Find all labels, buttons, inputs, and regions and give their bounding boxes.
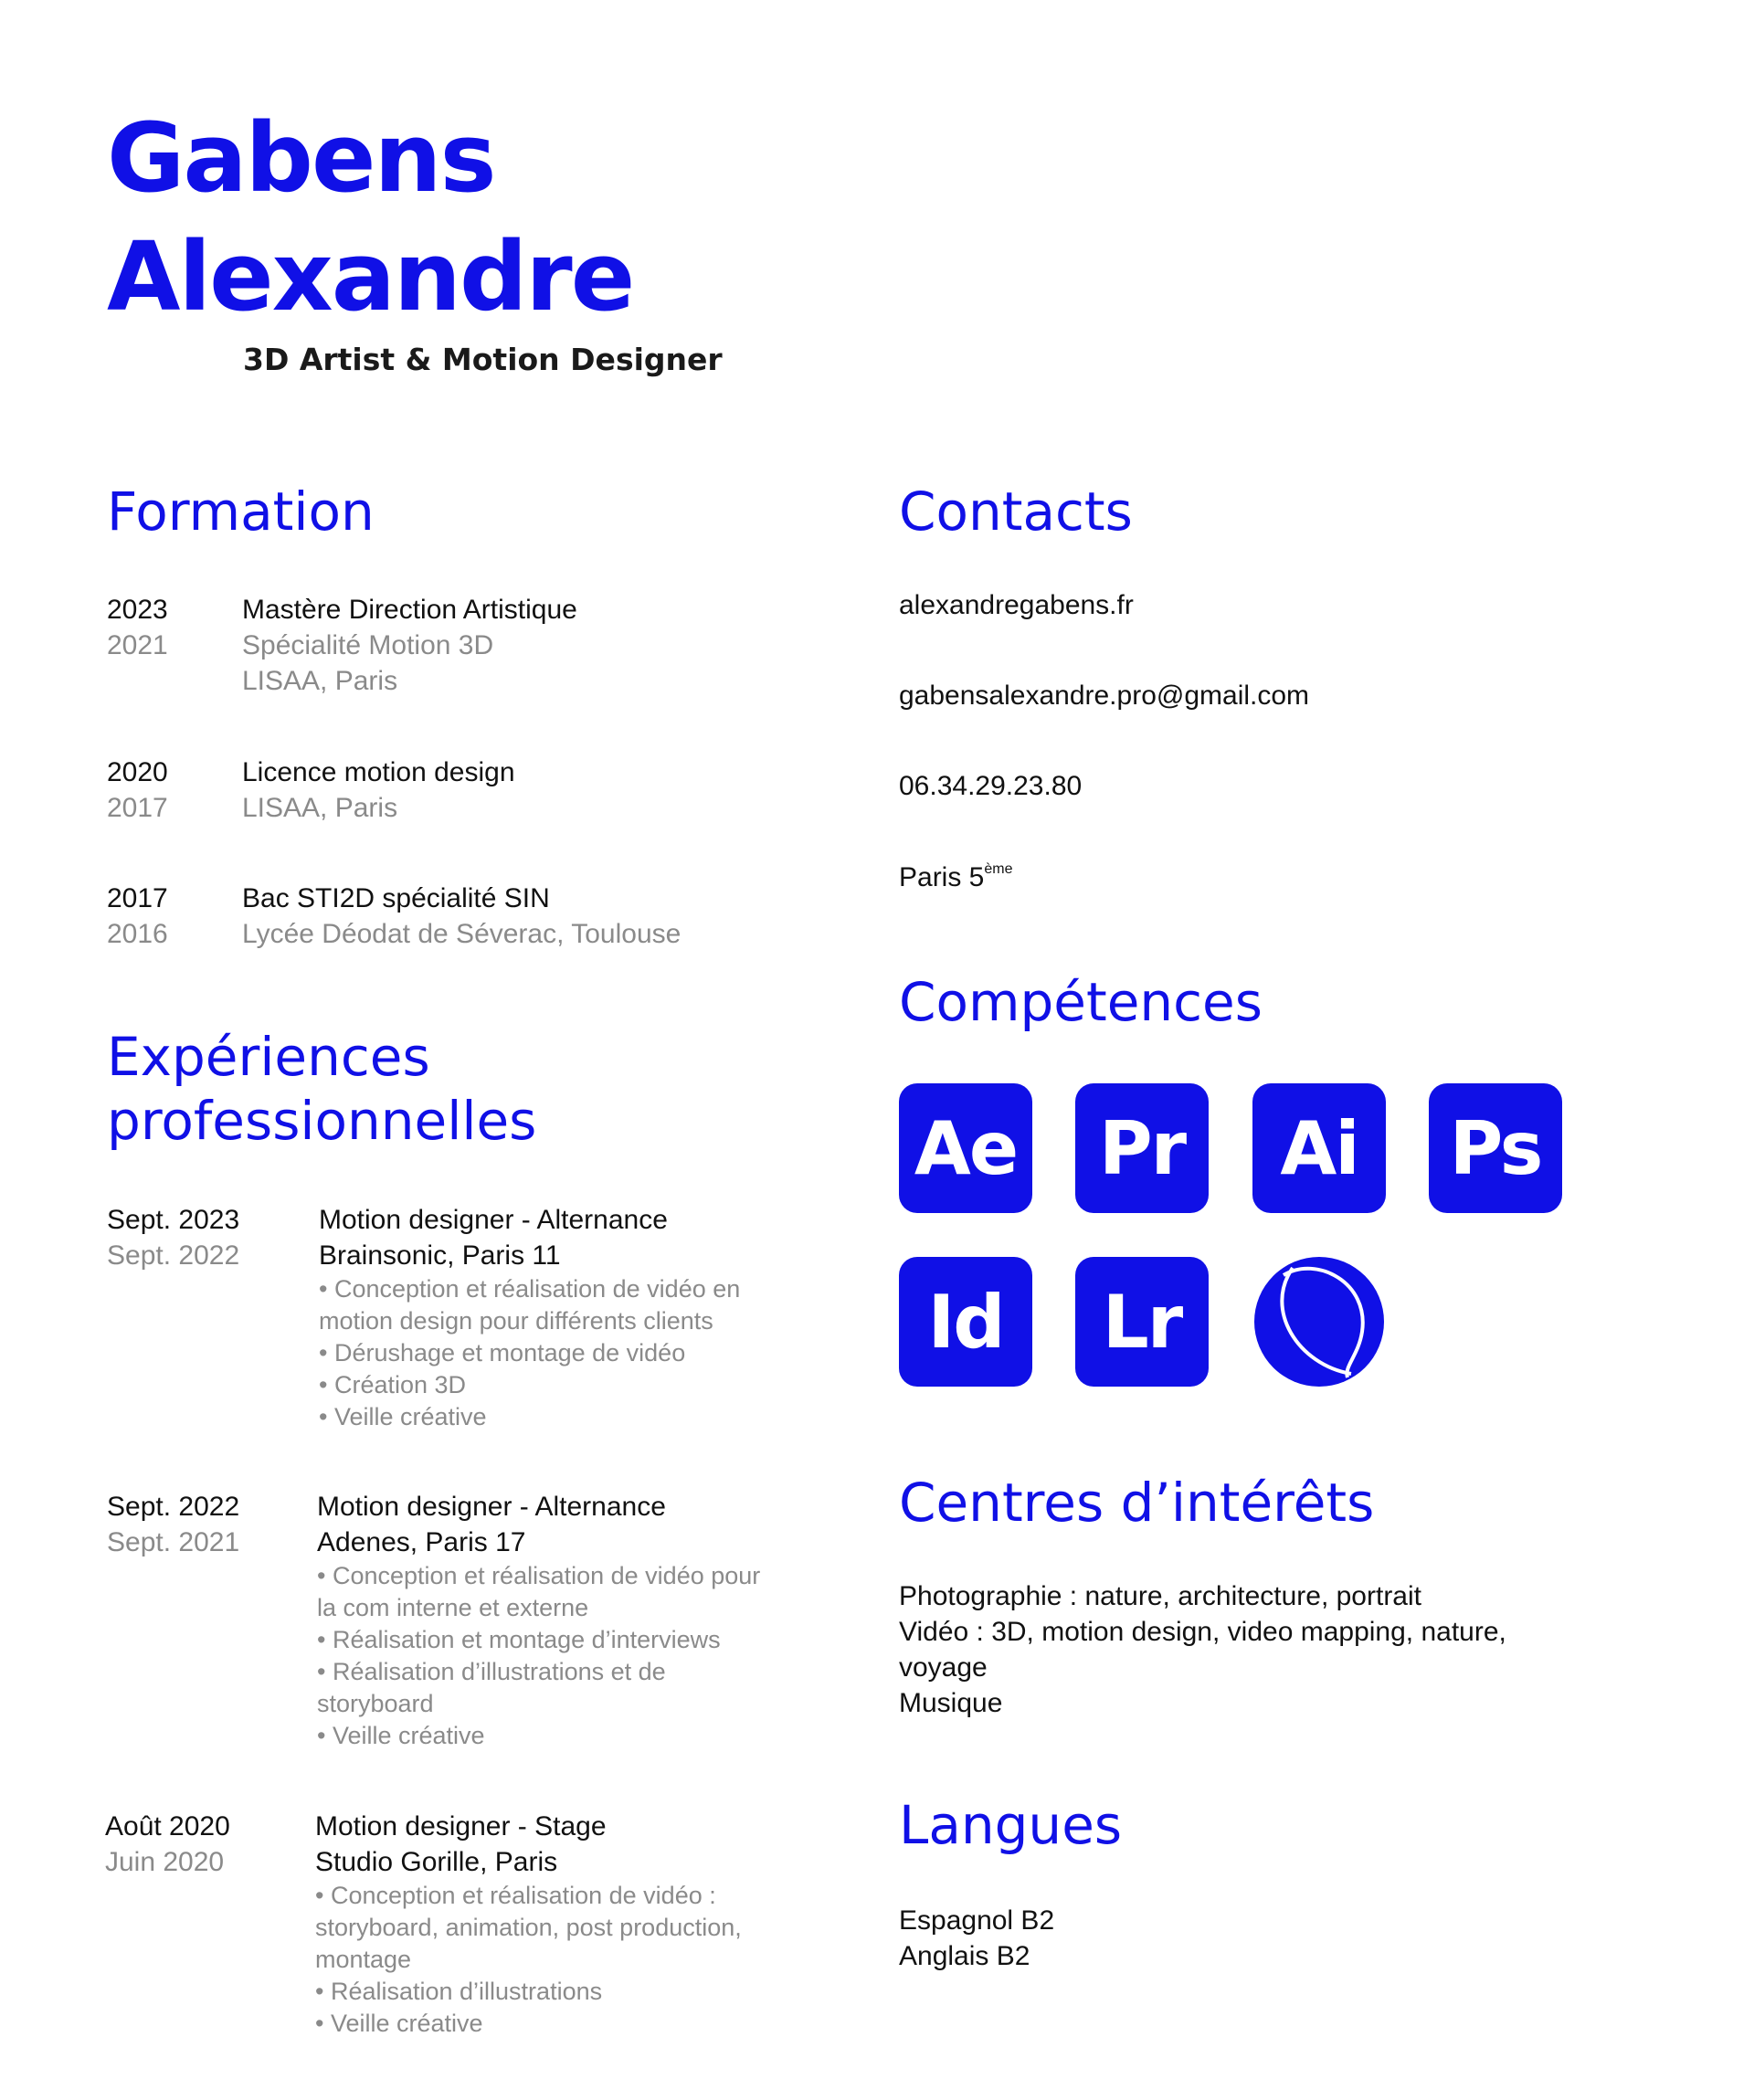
entry-title: Bac STI2D spécialité SIN [242,883,550,913]
task-item: • Conception et réalisation de vidéo pour [317,1562,761,1589]
competences-heading: Compétences [899,971,1263,1033]
task-list [315,1880,742,2040]
entry-detail: Lycée Déodat de Séverac, Toulouse [242,919,682,949]
language-item: Anglais B2 [899,1941,1030,1971]
entry-detail: Spécialité Motion 3D [242,630,494,660]
interest-item: Photographie : nature, architecture, portrait [899,1581,1421,1611]
company: Adenes, Paris 17 [317,1527,526,1557]
date-end: 2017 [107,883,168,913]
job-role: Motion designer - Alternance [317,1492,666,1522]
experiences-heading-line2: professionnelles [107,1090,537,1152]
job-title: 3D Artist & Motion Designer [243,342,723,377]
task-list [319,1273,740,1433]
job-role: Motion designer - Stage [315,1811,607,1841]
date-end: 2020 [107,757,168,787]
task-item: • Veille créative [315,2010,483,2037]
interests-list [899,1578,1506,1721]
task-item: montage [315,1946,412,1973]
date-start: Sept. 2022 [107,1240,240,1271]
task-item: • Réalisation d’illustrations et de [317,1658,666,1685]
languages-heading: Langues [899,1794,1123,1856]
date-start: Juin 2020 [105,1847,225,1877]
task-item: • Création 3D [319,1371,467,1398]
task-item: la com interne et externe [317,1594,589,1621]
indesign-icon: Id [899,1257,1032,1387]
cinema-4d-icon [1252,1257,1386,1387]
phone-number: 06.34.29.23.80 [899,771,1083,801]
date-start: 2021 [107,630,168,660]
entry-title: Licence motion design [242,757,515,787]
language-item: Espagnol B2 [899,1905,1055,1936]
interest-item: Musique [899,1688,1003,1718]
lightroom-icon: Lr [1075,1257,1209,1387]
job-role: Motion designer - Alternance [319,1205,668,1235]
date-start: 2016 [107,919,168,949]
after-effects-icon: Ae [899,1083,1032,1213]
location [899,861,1013,893]
task-item: • Dérushage et montage de vidéo [319,1339,686,1367]
last-name: Alexandre [107,221,634,332]
date-end: Août 2020 [105,1811,230,1841]
location-city: Paris 5 [899,862,985,892]
premiere-pro-icon: Pr [1075,1083,1209,1213]
task-item: storyboard [317,1690,434,1717]
task-item: motion design pour différents clients [319,1307,713,1335]
experiences-heading [107,1025,536,1153]
task-item: • Conception et réalisation de vidéo : [315,1882,716,1909]
entry-title: Mastère Direction Artistique [242,595,577,625]
first-name: Gabens [107,102,495,214]
languages-list [899,1903,1054,1974]
location-superscript: ème [984,861,1013,877]
photoshop-icon: Ps [1429,1083,1562,1213]
task-item: • Réalisation d’illustrations [315,1978,603,2005]
date-end: Sept. 2022 [107,1492,240,1522]
interest-item: voyage [899,1652,988,1683]
date-end: Sept. 2023 [107,1205,240,1235]
skills-grid [899,1083,1593,1394]
email-link[interactable]: gabensalexandre.pro@gmail.com [899,681,1310,711]
experiences-heading-line1: Expériences [107,1026,430,1088]
formation-heading: Formation [107,480,375,543]
task-item: • Veille créative [319,1403,487,1430]
illustrator-icon: Ai [1252,1083,1386,1213]
task-item: • Conception et réalisation de vidéo en [319,1275,741,1303]
website-link[interactable]: alexandregabens.fr [899,590,1134,620]
entry-detail: LISAA, Paris [242,666,398,696]
interests-heading: Centres d’intérêts [899,1472,1375,1534]
date-end: 2023 [107,595,168,625]
interest-item: Vidéo : 3D, motion design, video mapping, nature, [899,1617,1506,1647]
task-list [317,1560,760,1752]
date-start: Sept. 2021 [107,1527,240,1557]
date-start: 2017 [107,793,168,823]
company: Studio Gorille, Paris [315,1847,558,1877]
task-item: storyboard, animation, post production, [315,1914,742,1941]
task-item: • Veille créative [317,1722,485,1749]
entry-detail: LISAA, Paris [242,793,398,823]
company: Brainsonic, Paris 11 [319,1240,561,1271]
contacts-heading: Contacts [899,480,1133,543]
task-item: • Réalisation et montage d’interviews [317,1626,721,1653]
full-name [107,99,633,336]
